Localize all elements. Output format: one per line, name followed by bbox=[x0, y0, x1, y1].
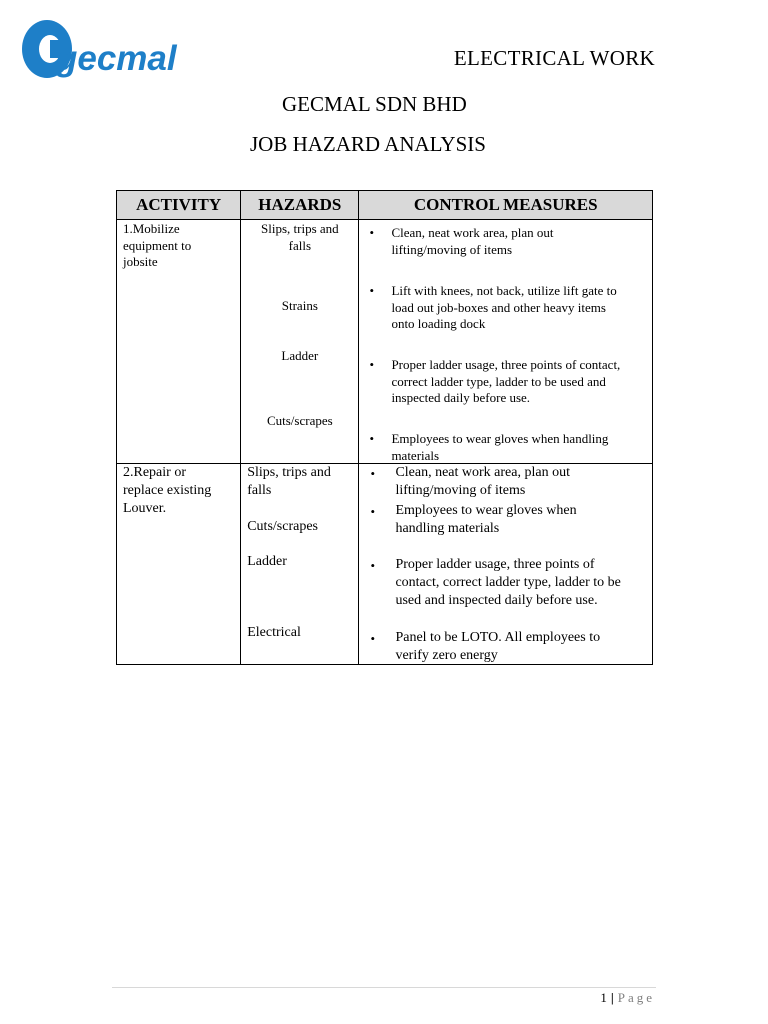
table-row bbox=[117, 464, 653, 665]
activity-text: 1.Mobilize equipment to jobsite bbox=[123, 221, 192, 269]
bullet-icon: • bbox=[369, 225, 374, 240]
page-footer bbox=[600, 990, 655, 1006]
footer-separator: | bbox=[610, 990, 614, 1005]
hazard-item: Slips, trips and falls bbox=[261, 221, 339, 253]
hazard-item: Ladder bbox=[281, 348, 319, 363]
control-item: Panel to be LOTO. All employees to verify zero energy bbox=[395, 630, 601, 663]
company-logo bbox=[20, 18, 177, 80]
activity-text: 2.Repair or replace existing Louver. bbox=[123, 465, 212, 516]
bullet-icon: • bbox=[370, 504, 375, 519]
company-name: GECMAL SDN BHD bbox=[282, 92, 467, 116]
control-item: Clean, neat work area, plan out lifting/moving of items bbox=[391, 225, 554, 257]
footer-divider bbox=[112, 987, 656, 988]
hazard-item: Cuts/scrapes bbox=[266, 413, 333, 428]
hazards-cell bbox=[241, 220, 359, 464]
control-item: Clean, neat work area, plan out lifting/moving of items bbox=[395, 465, 570, 498]
control-item: Proper ladder usage, three points of contact, correct ladder type, ladder to be used and inspected daily before use. bbox=[395, 557, 621, 608]
bullet-icon: • bbox=[370, 631, 375, 646]
header-hazards: HAZARDS bbox=[241, 191, 359, 220]
bullet-icon: • bbox=[370, 466, 375, 481]
control-item: Lift with knees, not back, utilize lift gate to load out job-boxes and other heavy items onto loading dock bbox=[391, 283, 617, 331]
control-item: Employees to wear gloves when handling materials bbox=[391, 431, 609, 463]
header-activity: ACTIVITY bbox=[117, 191, 241, 220]
activity-cell bbox=[117, 220, 241, 464]
header-control-measures: CONTROL MEASURES bbox=[359, 191, 653, 220]
bullet-icon: • bbox=[370, 558, 375, 573]
hazard-item: Slips, trips and falls bbox=[247, 465, 331, 498]
hazards-cell bbox=[241, 464, 359, 665]
page-label: Page bbox=[617, 990, 655, 1005]
control-measures-cell bbox=[359, 220, 653, 464]
table-header-row bbox=[117, 191, 653, 220]
bullet-icon: • bbox=[369, 283, 374, 298]
control-measures-cell bbox=[359, 464, 653, 665]
hazard-item: Cuts/scrapes bbox=[247, 519, 318, 534]
hazard-analysis-table bbox=[116, 190, 653, 665]
bullet-icon: • bbox=[369, 431, 374, 446]
hazard-item: Strains bbox=[281, 298, 318, 313]
activity-cell bbox=[117, 464, 241, 665]
document-title: JOB HAZARD ANALYSIS bbox=[250, 132, 486, 156]
document-type: ELECTRICAL WORK bbox=[453, 46, 655, 70]
control-item: Employees to wear gloves when handling materials bbox=[395, 503, 577, 536]
hazard-item: Ladder bbox=[247, 554, 287, 569]
bullet-icon: • bbox=[369, 357, 374, 372]
table-row bbox=[117, 220, 653, 464]
page-number: 1 bbox=[600, 990, 607, 1005]
logo-text: gecmal bbox=[56, 39, 177, 78]
control-item: Proper ladder usage, three points of contact, correct ladder type, ladder to be used and inspected daily before use. bbox=[391, 357, 621, 405]
hazard-item: Electrical bbox=[247, 625, 301, 640]
